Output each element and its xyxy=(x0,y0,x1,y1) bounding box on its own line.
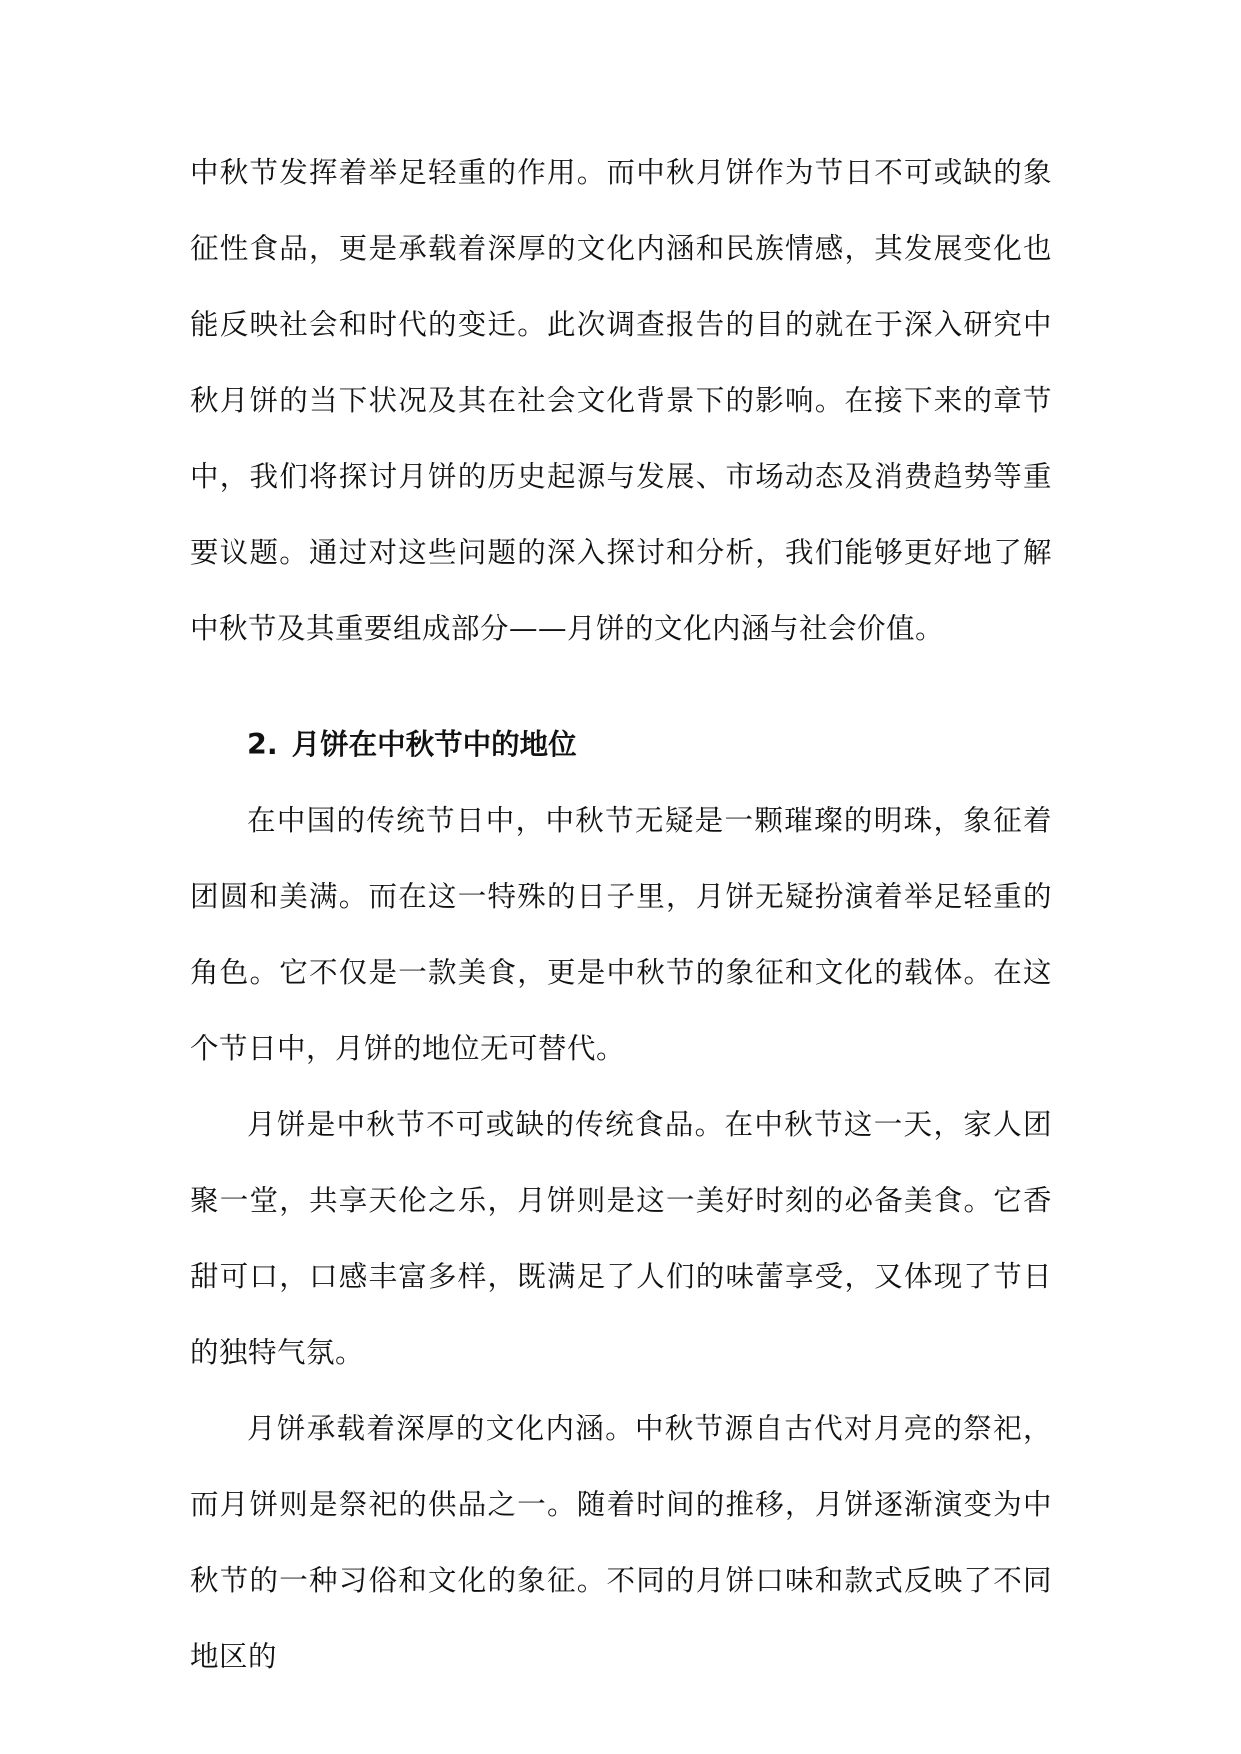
section-heading xyxy=(190,707,1052,783)
document-page xyxy=(190,135,1052,1695)
body-paragraph: 月饼是中秋节不可或缺的传统食品。在中秋节这一天，家人团聚一堂，共享天伦之乐，月饼则是这一美好时刻的必备美食。它香甜可口，口感丰富多样，既满足了人们的味蕾享受，又体现了节日的独特气氛。 xyxy=(190,1108,1052,1369)
body-paragraph: 在中国的传统节日中，中秋节无疑是一颗璀璨的明珠，象征着团圆和美满。而在这一特殊的日子里，月饼无疑扮演着举足轻重的角色。它不仅是一款美食，更是中秋节的象征和文化的载体。在这个节日中，月饼的地位无可替代。 xyxy=(190,804,1052,1065)
body-paragraph: 月饼承载着深厚的文化内涵。中秋节源自古代对月亮的祭祀，而月饼则是祭祀的供品之一。随着时间的推移，月饼逐渐演变为中秋节的一种习俗和文化的象征。不同的月饼口味和款式反映了不同地区的 xyxy=(190,1412,1052,1673)
section-number: 2. xyxy=(247,728,278,761)
section-title: 月饼在中秋节中的地位 xyxy=(291,728,577,761)
intro-paragraph: 中秋节发挥着举足轻重的作用。而中秋月饼作为节日不可或缺的象征性食品，更是承载着深厚的文化内涵和民族情感，其发展变化也能反映社会和时代的变迁。此次调查报告的目的就在于深入研究中秋月饼的当下状况及其在社会文化背景下的影响。在接下来的章节中，我们将探讨月饼的历史起源与发展、市场动态及消费趋势等重要议题。通过对这些问题的深入探讨和分析，我们能够更好地了解中秋节及其重要组成部分——月饼的文化内涵与社会价值。 xyxy=(190,156,1052,645)
